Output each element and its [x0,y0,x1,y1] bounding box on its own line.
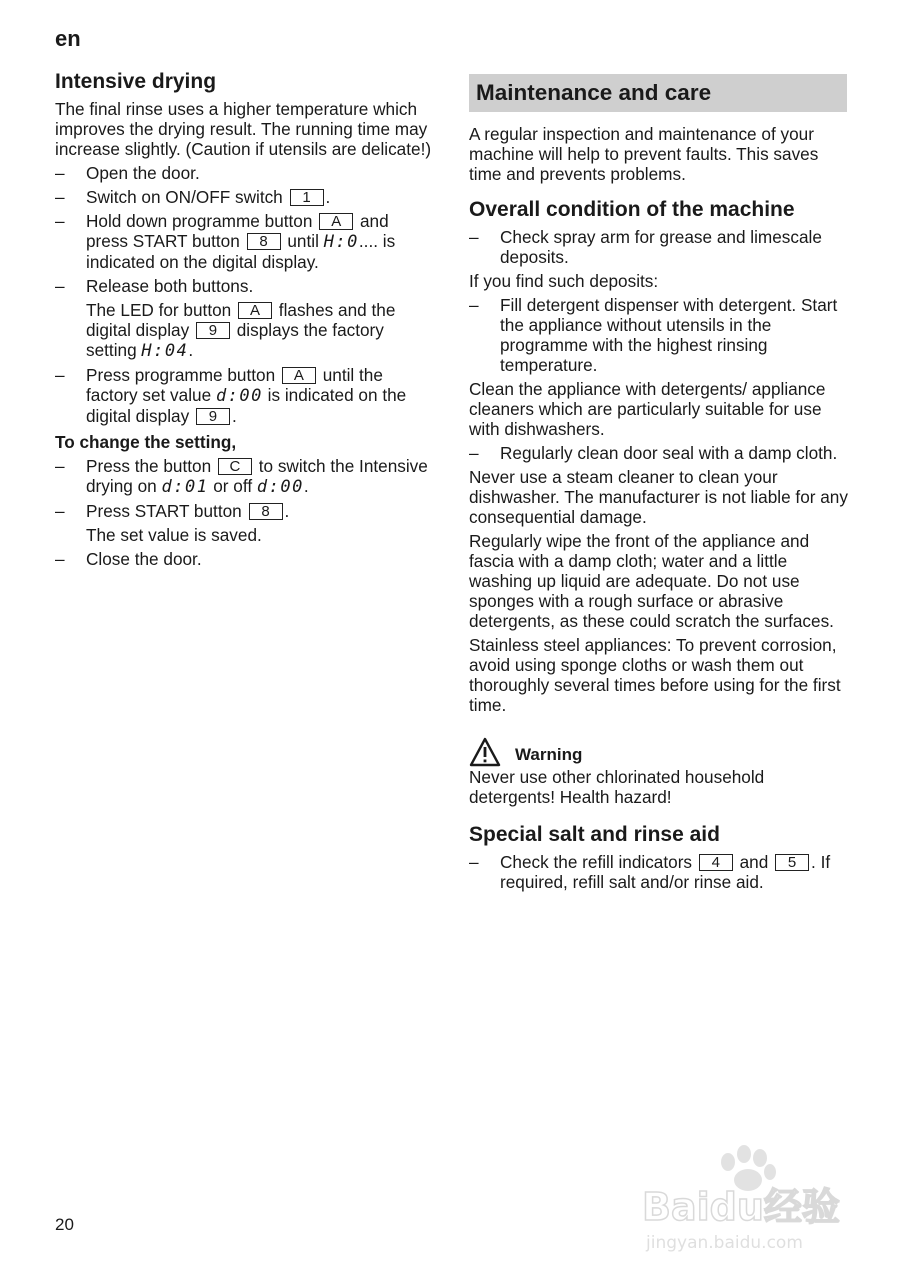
button-ref-box: 1 [290,189,324,206]
warning-label: Warning [515,745,583,764]
watermark-brand: Baidu经验 [642,1185,840,1229]
list-item: – Press the button C to switch the Intensive drying on d:01 or off d:00. [55,456,428,497]
button-ref-box: 8 [247,233,281,250]
display-code: H:04 [141,341,189,361]
steam-paragraph: Never use a steam cleaner to clean your dishwasher. The manufacturer is not liable for any consequential damage. [469,467,848,527]
display-code: H:0 [323,232,359,252]
if-found-text: If you find such deposits: [469,271,659,291]
button-ref-box: A [282,367,316,384]
left-column [55,70,435,573]
button-ref-box: A [319,213,353,230]
list-item: – Check the refill indicators 4 and 5 . If required, refill salt and/or rinse aid. [469,852,831,892]
list-item: – Check spray arm for grease and limescale deposits. [469,227,822,267]
indicator-ref-box: 5 [775,854,809,871]
paw-logo-icon [640,1140,850,1260]
list-note: The LED for button A flashes and the digital display 9 displays the factory setting H:04. [86,300,396,361]
indicator-ref-box: 4 [699,854,733,871]
list-item: – Open the door. [55,163,200,183]
button-ref-box: C [218,458,252,475]
intensive-drying-title: Intensive drying [55,70,217,93]
button-ref-box: 8 [249,503,283,520]
page-number: 20 [55,1215,74,1234]
language-label: en [55,26,81,51]
display-code: d:00 [256,477,304,497]
list-item: – Release both buttons. [55,276,254,296]
warning-icon [469,737,501,767]
list-item: – Close the door. [55,549,202,569]
warning-text: Never use other chlorinated household detergents! Health hazard! [469,767,765,807]
watermark-url: jingyan.baidu.com [646,1233,803,1253]
overall-condition-title: Overall condition of the machine [469,198,795,221]
salt-rinse-title: Special salt and rinse aid [469,823,720,846]
list-item: – Switch on ON/OFF switch 1 . [55,187,331,207]
display-code: d:00 [215,386,263,406]
list-item: – Fill detergent dispenser with detergent. Start the appliance without utensils in the programme with the highest rinsing temperature. [469,295,838,375]
steel-paragraph: Stainless steel appliances: To prevent corrosion, avoid using sponge cloths or wash them out thoroughly several times before using for the first time. [469,635,841,715]
baidu-watermark [640,1140,850,1260]
change-setting-heading: To change the setting, [55,432,237,452]
button-ref-box: 9 [196,322,230,339]
right-column [469,70,849,896]
list-item: – Hold down programme button A and press START button 8 until H:0.... is indicated on the digital display. [55,211,396,272]
list-item: – Regularly clean door seal with a damp cloth. [469,443,838,463]
display-code: d:01 [161,477,209,497]
button-ref-box: 9 [196,408,230,425]
button-ref-box: A [238,302,272,319]
maintenance-intro: A regular inspection and maintenance of your machine will help to prevent faults. This saves time and prevents problems. [469,124,819,184]
list-item: – Press START button 8 . [55,501,290,521]
intensive-drying-intro: The final rinse uses a higher temperature which improves the drying result. The running time may increase slightly. (Caution if utensils are delicate!) [55,99,432,159]
wipe-paragraph: Regularly wipe the front of the appliance and fascia with a damp cloth; water and a little washing up liquid are adequate. Do not use sponges with a rough surface or abrasive detergents, as these could scratch the surfaces. [469,531,834,631]
list-note: The set value is saved. [86,525,262,545]
list-item: – Press programme button A until the factory set value d:00 is indicated on the digital display 9 . [55,365,407,426]
clean-paragraph: Clean the appliance with detergents/ appliance cleaners which are particularly suitable for use with dishwashers. [469,379,826,439]
maintenance-section-title: Maintenance and care [469,74,847,112]
warning-block [469,737,849,767]
